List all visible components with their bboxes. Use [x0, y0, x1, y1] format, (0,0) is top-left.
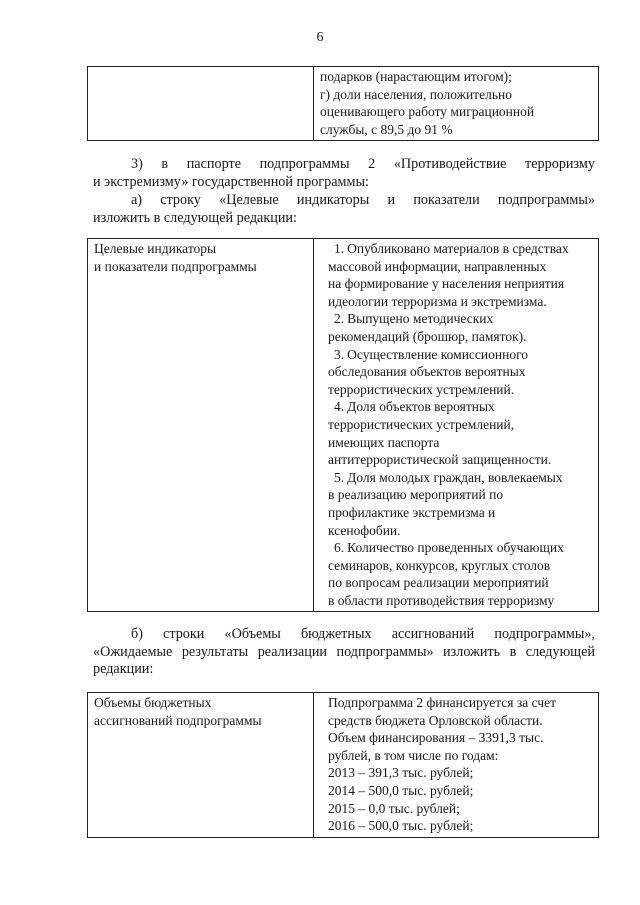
cell-label-line: Целевые индикаторы	[94, 241, 217, 256]
table-cell-left	[88, 67, 314, 141]
text-line: а) строку «Целевые индикаторы и показатели подпрограммы»	[131, 192, 595, 208]
indicator-text-line	[328, 346, 592, 364]
indicator-item	[328, 310, 592, 345]
indicator-number: 4.	[334, 399, 345, 415]
table-cell-label	[88, 693, 314, 838]
cell-text-line: 2014 – 500,0 тыс. рублей;	[328, 782, 474, 798]
cell-text-line: рублей, в том числе по годам:	[328, 747, 499, 763]
indicator-item	[328, 240, 592, 310]
indicator-text-line	[328, 328, 592, 346]
indicator-text-line	[328, 486, 592, 504]
paragraph-item-a	[93, 192, 595, 227]
indicator-text-line	[328, 574, 592, 592]
indicator-text-line	[328, 557, 592, 575]
indicator-number: 6.	[334, 540, 345, 556]
indicator-text-line	[328, 416, 592, 434]
indicator-text-line	[328, 469, 592, 487]
indicator-text-line	[328, 293, 592, 311]
cell-text-line: службы, с 89,5 до 91 %	[320, 121, 453, 137]
cell-text-line: г) доли населения, положительно	[320, 86, 512, 102]
text-line: «Ожидаемые результаты реализации подпрограммы» изложить в следующей	[93, 643, 595, 660]
indicator-text-line	[328, 592, 592, 610]
cell-text-line: средств бюджета Орловской области.	[328, 712, 543, 728]
indicator-text-line	[328, 451, 592, 469]
indicator-text-line	[328, 258, 592, 276]
table-continuation	[87, 66, 599, 141]
indicator-number: 3.	[334, 346, 345, 362]
indicator-item	[328, 469, 592, 539]
indicator-text-line	[328, 310, 592, 328]
indicator-text: Опубликовано материалов в средствах	[347, 241, 569, 256]
table-cell-label	[88, 239, 314, 612]
cell-text-line: 2015 – 0,0 тыс. рублей;	[328, 800, 460, 816]
cell-text-line: Подпрограмма 2 финансируется за счет	[328, 695, 556, 710]
indicator-item	[328, 346, 592, 399]
indicator-text-line	[328, 434, 592, 452]
indicator-text: на формирование у населения неприятия	[328, 276, 565, 292]
indicator-text: семинаров, конкурсов, круглых столов	[328, 557, 551, 573]
table-target-indicators	[87, 238, 599, 612]
cell-text-line: 2013 – 391,3 тыс. рублей;	[328, 765, 474, 781]
table-cell-budget	[314, 693, 599, 838]
indicator-text-line	[328, 522, 592, 540]
indicator-text: обследования объектов вероятных	[328, 364, 526, 380]
cell-label-line: Объемы бюджетных	[94, 695, 212, 710]
indicator-number: 1.	[334, 241, 345, 256]
text-line: б) строки «Объемы бюджетных ассигнований подпрограммы»,	[131, 626, 595, 642]
paragraph-item-3	[93, 156, 595, 191]
table-cell-indicators	[314, 239, 599, 612]
text-line: редакции:	[93, 661, 154, 677]
indicator-text: в реализацию мероприятий по	[328, 487, 504, 503]
cell-text-line: Объем финансирования – 3391,3 тыс.	[328, 730, 544, 746]
indicator-text-line	[328, 363, 592, 381]
indicator-text-line	[328, 398, 592, 416]
page-number: 6	[316, 30, 324, 45]
indicator-text: террористических устремлений.	[328, 381, 515, 397]
cell-label-line: и показатели подпрограммы	[94, 258, 257, 274]
indicator-text-line	[328, 275, 592, 293]
indicator-text: ксенофобии.	[328, 522, 401, 538]
text-line: изложить в следующей редакции:	[93, 209, 297, 226]
indicator-text-line	[328, 240, 592, 258]
indicator-text: террористических устремлений,	[328, 416, 515, 432]
cell-text-line: 2016 – 500,0 тыс. рублей;	[328, 818, 474, 834]
indicator-text-line	[328, 539, 592, 557]
indicator-text-line	[328, 381, 592, 399]
indicator-text-line	[328, 504, 592, 522]
indicator-text: Количество проведенных обучающих	[347, 540, 564, 556]
indicator-text: Доля объектов вероятных	[347, 399, 495, 415]
indicator-text: Осуществление комиссионного	[347, 346, 529, 362]
indicator-text: антитеррористической защищенности.	[328, 452, 552, 468]
indicator-number: 5.	[334, 469, 345, 485]
indicator-number: 2.	[334, 311, 345, 327]
text-line: 3) в паспорте подпрограммы 2 «Противодействие терроризму	[131, 156, 595, 172]
paragraph-item-b	[93, 626, 595, 679]
indicator-text: по вопросам реализации мероприятий	[328, 575, 549, 591]
indicator-text: Доля молодых граждан, вовлекаемых	[347, 469, 563, 485]
indicator-text: массовой информации, направленных	[328, 258, 547, 274]
indicator-item	[328, 398, 592, 468]
indicator-text: идеологии терроризма и экстремизма.	[328, 293, 547, 309]
indicator-text: профилактике экстремизма и	[328, 504, 496, 520]
indicator-text: имеющих паспорта	[328, 434, 440, 450]
cell-label-line: ассигнований подпрограммы	[94, 712, 262, 728]
cell-text-line: подарков (нарастающим итогом);	[320, 69, 512, 84]
table-cell-right	[314, 67, 599, 141]
indicator-text: рекомендаций (брошюр, памяток).	[328, 328, 527, 344]
indicator-text: в области противодействия терроризму	[328, 592, 555, 608]
indicator-text: Выпущено методических	[347, 311, 494, 327]
table-budget	[87, 692, 599, 838]
text-line: и экстремизму» государственной программы:	[93, 173, 369, 190]
cell-text-line: оценивающего работу миграционной	[320, 104, 535, 120]
indicator-item	[328, 539, 592, 609]
